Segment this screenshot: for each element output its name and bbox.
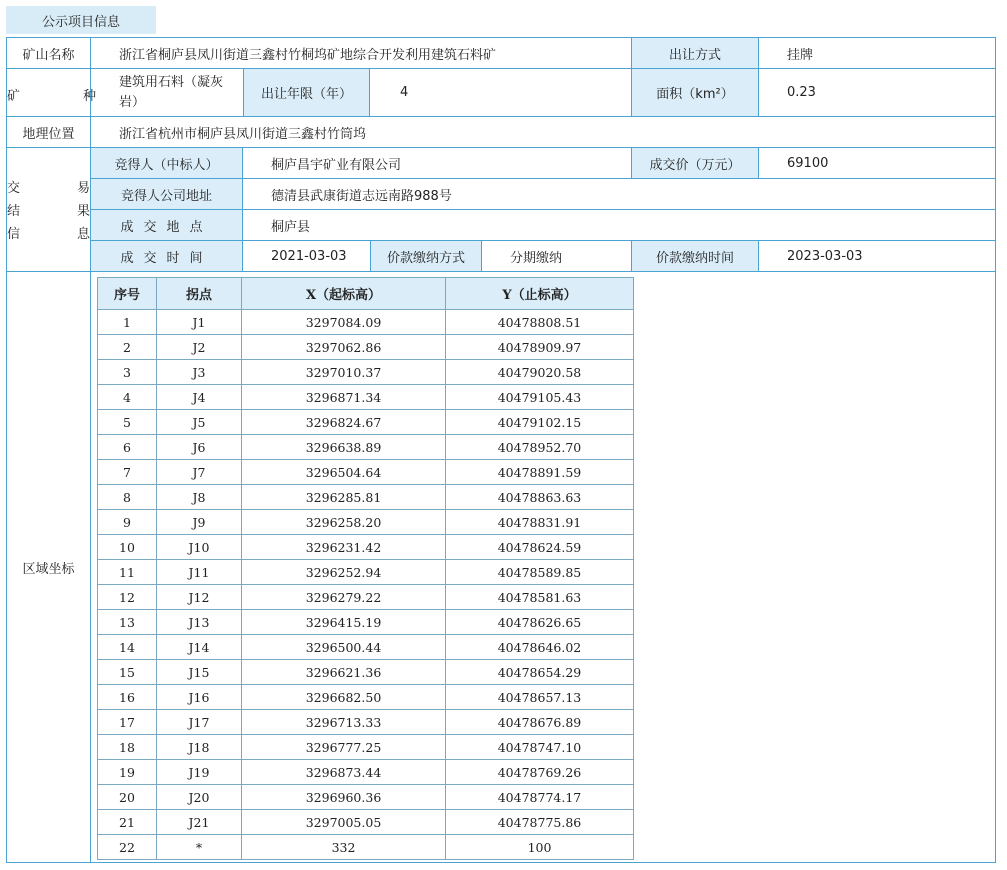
- table-row: [98, 310, 634, 335]
- cell-point: J19: [157, 760, 242, 785]
- tab-project-info[interactable]: [6, 6, 156, 34]
- cell-index: 18: [98, 735, 157, 760]
- cell-y: 100: [446, 835, 634, 860]
- table-row: [98, 735, 634, 760]
- cell-y: 40478831.91: [446, 510, 634, 535]
- cell-x: 3296285.81: [242, 485, 446, 510]
- cell-index: 16: [98, 685, 157, 710]
- cell-y: 40478624.59: [446, 535, 634, 560]
- place-label: 成交地点: [91, 210, 243, 240]
- table-row: [98, 760, 634, 785]
- cell-point: J13: [157, 610, 242, 635]
- row-sep-7: [6, 271, 996, 272]
- cell-point: J14: [157, 635, 242, 660]
- cell-point: J1: [157, 310, 242, 335]
- cell-point: J16: [157, 685, 242, 710]
- term-value: 4: [400, 85, 409, 100]
- cell-point: J4: [157, 385, 242, 410]
- cell-point: J10: [157, 535, 242, 560]
- payment-method-value: 分期缴纳: [510, 250, 563, 266]
- cell-x: 3296258.20: [242, 510, 446, 535]
- cell-y: 40478676.89: [446, 710, 634, 735]
- cell-point: J18: [157, 735, 242, 760]
- cell-index: 15: [98, 660, 157, 685]
- address-label: 竞得人公司地址: [91, 179, 243, 209]
- cell-x: 3296777.25: [242, 735, 446, 760]
- table-row: [98, 660, 634, 685]
- cell-y: 40478909.97: [446, 335, 634, 360]
- cell-point: J3: [157, 360, 242, 385]
- table-row: [98, 585, 634, 610]
- table-row: [98, 785, 634, 810]
- coords-section-label: 区域坐标: [7, 272, 90, 862]
- table-row: [98, 435, 634, 460]
- cell-x: 3297010.37: [242, 360, 446, 385]
- cell-point: J15: [157, 660, 242, 685]
- cell-x: 3296504.64: [242, 460, 446, 485]
- table-row: [98, 510, 634, 535]
- cell-y: 40478626.65: [446, 610, 634, 635]
- cell-point: J6: [157, 435, 242, 460]
- cell-point: J8: [157, 485, 242, 510]
- cell-y: 40478774.17: [446, 785, 634, 810]
- cell-point: *: [157, 835, 242, 860]
- cell-x: 3296960.36: [242, 785, 446, 810]
- cell-y: 40478589.85: [446, 560, 634, 585]
- frame-bottom: [6, 862, 996, 863]
- col-sep-row2a: [243, 69, 244, 116]
- payment-time-value: 2023-03-03: [787, 248, 863, 264]
- cell-x: 3296279.22: [242, 585, 446, 610]
- table-row: [98, 810, 634, 835]
- payment-method-label: 价款缴纳方式: [370, 241, 482, 271]
- cell-x: 3296873.44: [242, 760, 446, 785]
- cell-x: 3296824.67: [242, 410, 446, 435]
- cell-x: 3296621.36: [242, 660, 446, 685]
- cell-x: 3296638.89: [242, 435, 446, 460]
- table-row: [98, 335, 634, 360]
- cell-index: 21: [98, 810, 157, 835]
- header-x: X（起标高）: [242, 278, 446, 310]
- cell-point: J2: [157, 335, 242, 360]
- cell-index: 6: [98, 435, 157, 460]
- cell-y: 40478891.59: [446, 460, 634, 485]
- cell-y: 40479020.58: [446, 360, 634, 385]
- cell-point: J17: [157, 710, 242, 735]
- transfer-method-label: 出让方式: [631, 38, 759, 68]
- cell-x: 3296500.44: [242, 635, 446, 660]
- cell-index: 8: [98, 485, 157, 510]
- table-row: [98, 410, 634, 435]
- place-value: 桐庐县: [271, 219, 311, 235]
- cell-x: 3296713.33: [242, 710, 446, 735]
- cell-index: 17: [98, 710, 157, 735]
- header-y: Y（止标高）: [446, 278, 634, 310]
- cell-x: 332: [242, 835, 446, 860]
- cell-index: 14: [98, 635, 157, 660]
- payment-time-label: 价款缴纳时间: [631, 241, 759, 271]
- cell-index: 12: [98, 585, 157, 610]
- location-label: 地理位置: [7, 117, 90, 147]
- cell-point: J20: [157, 785, 242, 810]
- table-row: [98, 385, 634, 410]
- cell-y: 40479105.43: [446, 385, 634, 410]
- cell-point: J7: [157, 460, 242, 485]
- area-label: 面积（km²）: [631, 69, 759, 116]
- cell-index: 13: [98, 610, 157, 635]
- cell-index: 7: [98, 460, 157, 485]
- header-point: 拐点: [157, 278, 242, 310]
- cell-y: 40478769.26: [446, 760, 634, 785]
- table-row: [98, 360, 634, 385]
- cell-x: 3297062.86: [242, 335, 446, 360]
- time-label: 成交时间: [91, 241, 243, 271]
- table-row: [98, 610, 634, 635]
- coordinate-table: [97, 277, 634, 860]
- price-label: 成交价（万元）: [631, 148, 759, 178]
- cell-y: 40479102.15: [446, 410, 634, 435]
- coordinate-table-body: [98, 310, 634, 860]
- cell-index: 4: [98, 385, 157, 410]
- cell-x: 3296415.19: [242, 610, 446, 635]
- transfer-method-value: 挂牌: [787, 47, 814, 63]
- mine-name-value: 浙江省桐庐县凤川街道三鑫村竹桐坞矿地综合开发利用建筑石料矿: [119, 47, 497, 63]
- table-row: [98, 560, 634, 585]
- cell-index: 9: [98, 510, 157, 535]
- table-row: [98, 460, 634, 485]
- table-row: [98, 535, 634, 560]
- coordinate-table-header: [98, 278, 634, 310]
- winner-label: 竞得人（中标人）: [91, 148, 243, 178]
- deal-section-label: 交 易 结 果 信 息: [7, 181, 90, 242]
- cell-x: 3296252.94: [242, 560, 446, 585]
- cell-point: J12: [157, 585, 242, 610]
- cell-y: 40478775.86: [446, 810, 634, 835]
- table-row: [98, 485, 634, 510]
- cell-x: 3296231.42: [242, 535, 446, 560]
- header-index: 序号: [98, 278, 157, 310]
- table-row: [98, 835, 634, 860]
- time-value: 2021-03-03: [271, 248, 347, 264]
- cell-point: J11: [157, 560, 242, 585]
- cell-y: 40478863.63: [446, 485, 634, 510]
- term-label: 出让年限（年）: [243, 69, 370, 116]
- address-value: 德清县武康街道志远南路988号: [271, 188, 452, 204]
- cell-index: 2: [98, 335, 157, 360]
- cell-index: 1: [98, 310, 157, 335]
- mineral-label: 矿 种: [7, 89, 97, 104]
- cell-index: 19: [98, 760, 157, 785]
- cell-y: 40478952.70: [446, 435, 634, 460]
- cell-y: 40478654.29: [446, 660, 634, 685]
- cell-index: 20: [98, 785, 157, 810]
- mine-name-label: 矿山名称: [7, 38, 90, 68]
- area-value: 0.23: [787, 85, 816, 100]
- cell-index: 11: [98, 560, 157, 585]
- cell-x: 3296682.50: [242, 685, 446, 710]
- location-value: 浙江省杭州市桐庐县凤川街道三鑫村竹筒坞: [119, 126, 367, 142]
- cell-x: 3297084.09: [242, 310, 446, 335]
- cell-index: 10: [98, 535, 157, 560]
- cell-point: J21: [157, 810, 242, 835]
- table-row: [98, 635, 634, 660]
- cell-index: 5: [98, 410, 157, 435]
- cell-y: 40478581.63: [446, 585, 634, 610]
- frame-right: [995, 37, 996, 863]
- cell-x: 3296871.34: [242, 385, 446, 410]
- cell-y: 40478747.10: [446, 735, 634, 760]
- cell-y: 40478646.02: [446, 635, 634, 660]
- mineral-value: 建筑用石料（凝灰岩）: [119, 74, 224, 110]
- winner-value: 桐庐昌宇矿业有限公司: [271, 157, 402, 173]
- cell-y: 40478657.13: [446, 685, 634, 710]
- table-row: [98, 685, 634, 710]
- cell-x: 3297005.05: [242, 810, 446, 835]
- price-value: 69100: [787, 155, 829, 171]
- cell-y: 40478808.51: [446, 310, 634, 335]
- tab-label: 公示项目信息: [41, 14, 120, 30]
- table-row: [98, 710, 634, 735]
- cell-index: 3: [98, 360, 157, 385]
- cell-index: 22: [98, 835, 157, 860]
- cell-point: J5: [157, 410, 242, 435]
- cell-point: J9: [157, 510, 242, 535]
